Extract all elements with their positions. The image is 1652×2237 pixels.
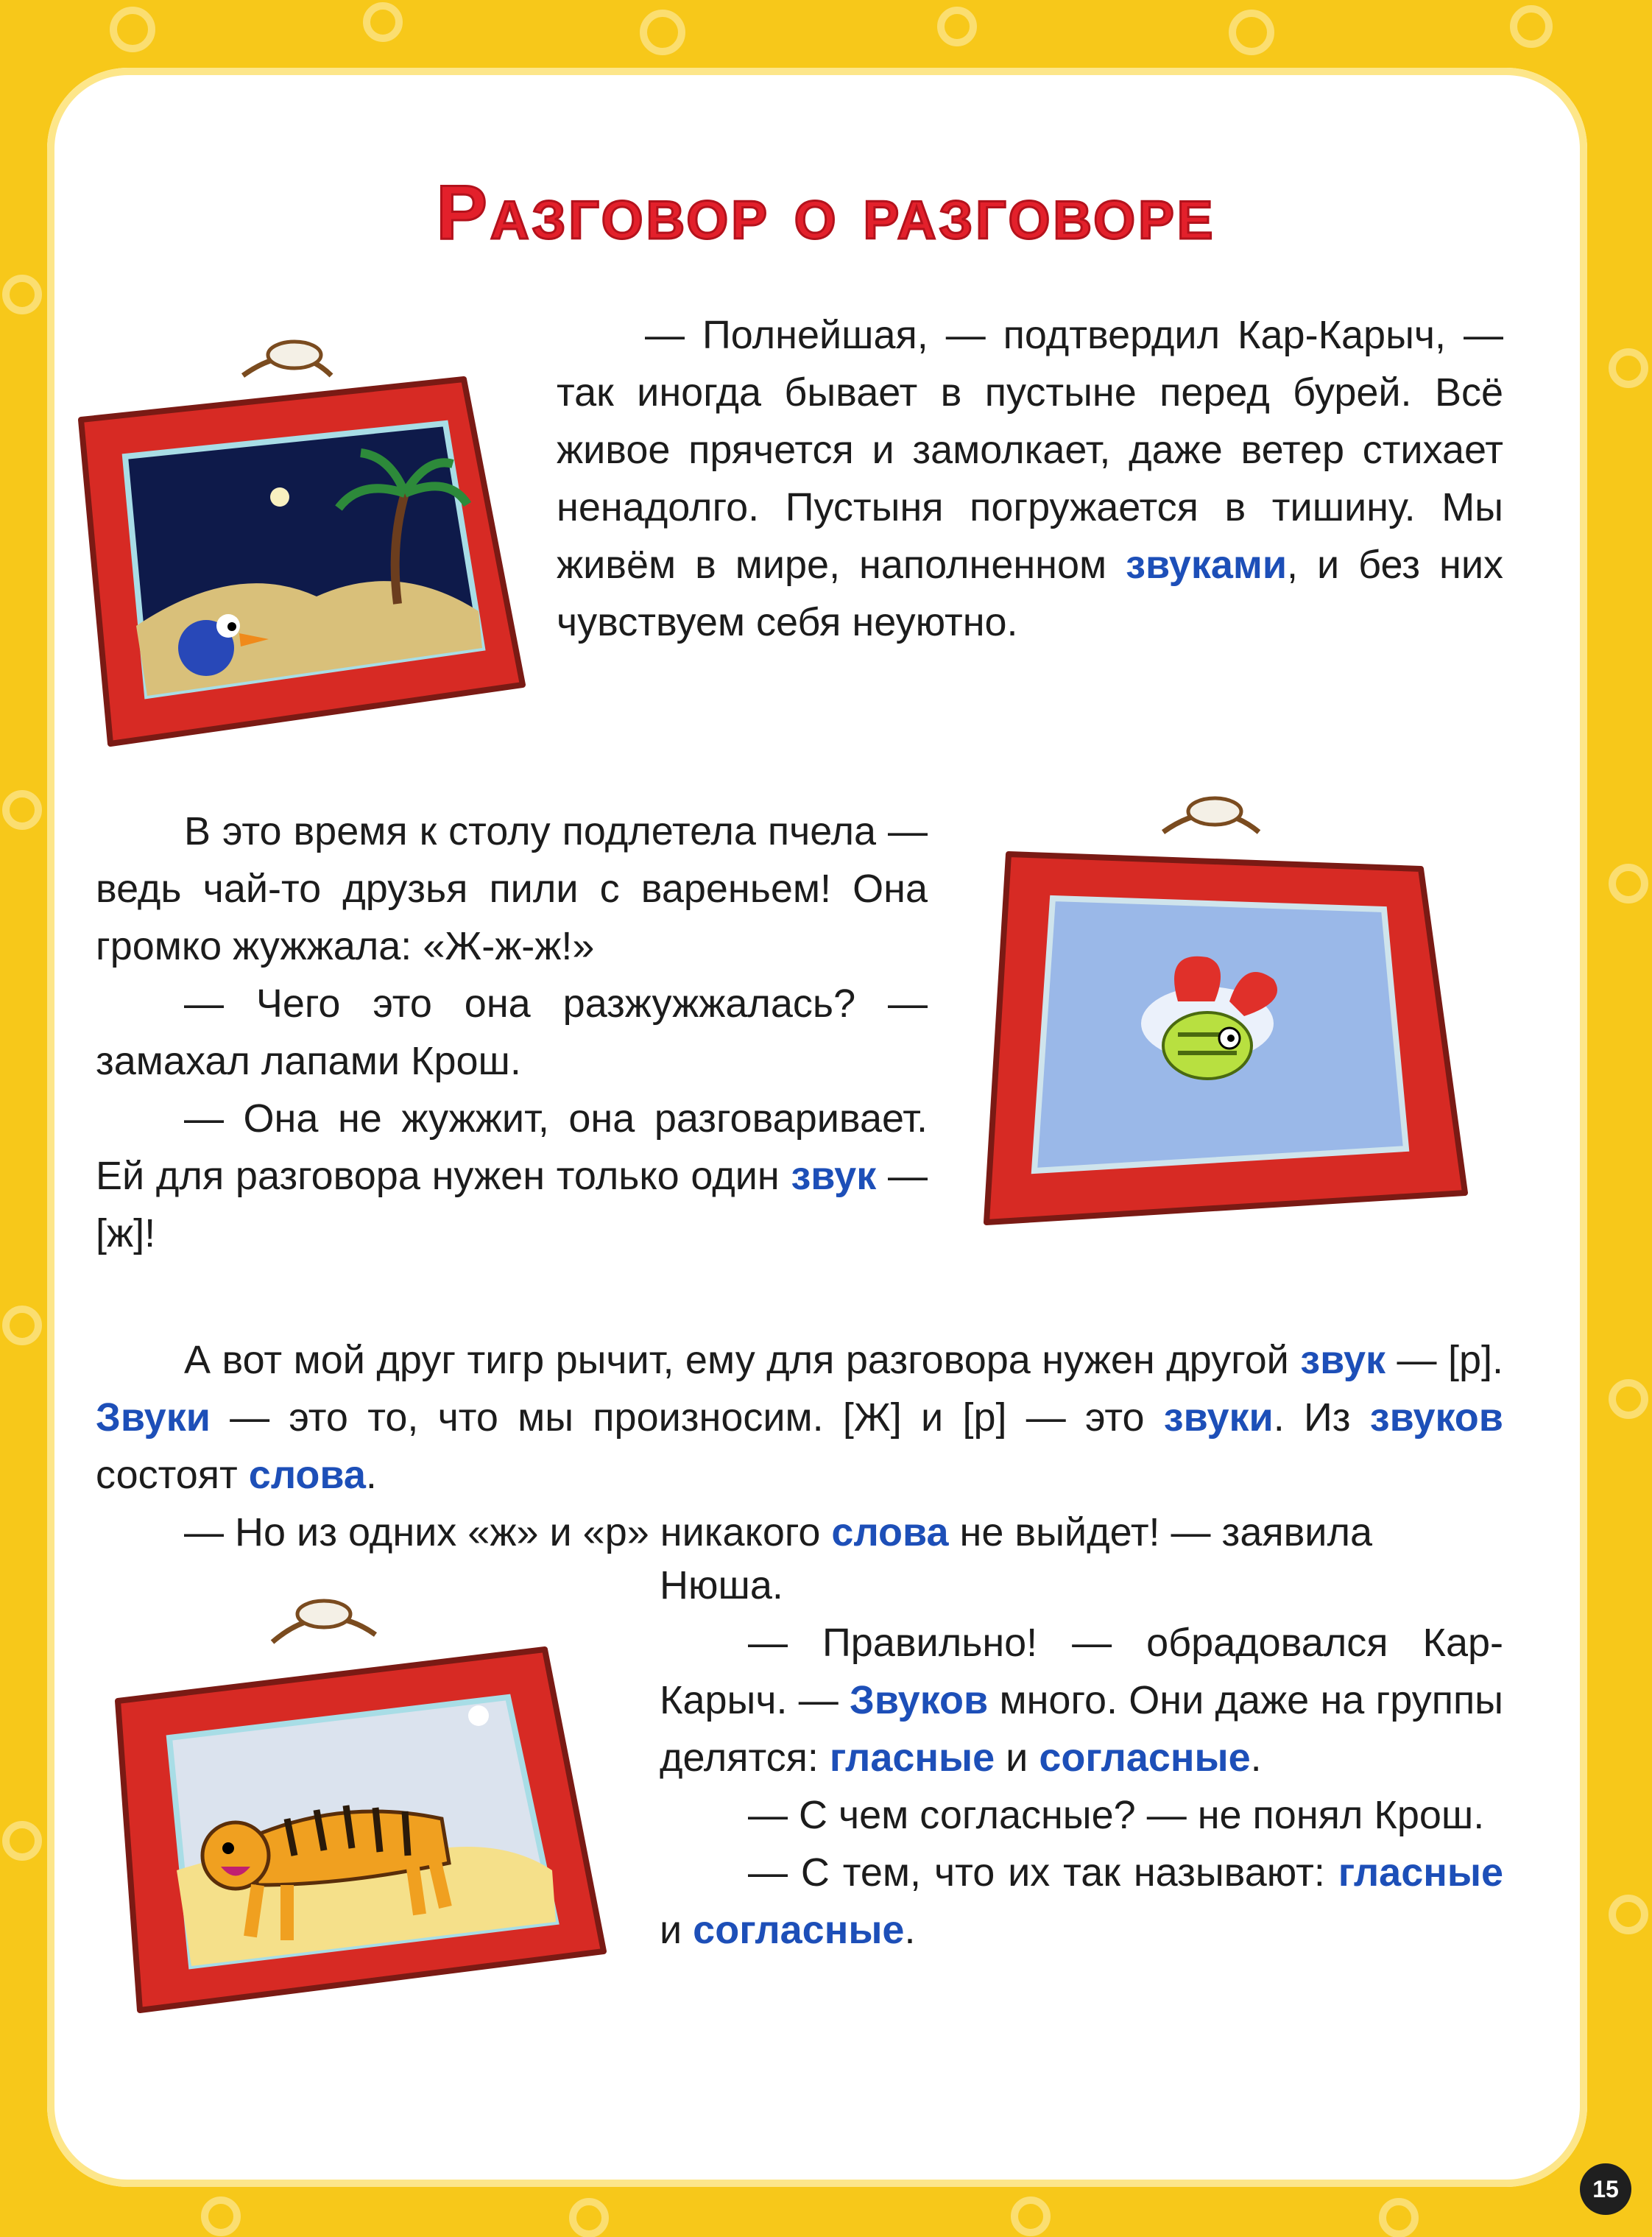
text-run: — С тем, что их так называют: xyxy=(748,1850,1338,1895)
keyword: согласные xyxy=(693,1908,905,1952)
text-block-bee xyxy=(96,803,928,1262)
text-run: А вот мой друг тигр рычит, ему для разговора нужен другой xyxy=(184,1338,1301,1382)
paragraph xyxy=(660,1786,1503,1844)
paragraph xyxy=(96,1504,1503,1561)
keyword: звуки xyxy=(1163,1395,1274,1440)
keyword: звук xyxy=(1300,1338,1386,1382)
text-run: . xyxy=(365,1453,377,1497)
paragraph xyxy=(660,1614,1503,1786)
text-run: и xyxy=(660,1908,693,1952)
text-run: — это то, что мы произносим. [Ж] и [р] — это xyxy=(210,1395,1164,1440)
paragraph xyxy=(660,1557,1503,1614)
text-run: состоят xyxy=(96,1453,249,1497)
keyword: слова xyxy=(831,1510,949,1554)
paragraph xyxy=(96,975,928,1090)
paragraph xyxy=(96,1331,1503,1504)
text-run: . xyxy=(904,1908,916,1952)
text-run: Нюша. xyxy=(660,1563,783,1607)
text-block-sounds xyxy=(660,1557,1503,1959)
keyword: согласные xyxy=(1039,1736,1251,1780)
text-run: В это время к столу подлетела пчела — ведь чай-то друзья пили с вареньем! Она громко жужжала: «Ж-ж-ж!» xyxy=(96,809,928,968)
text-run: много. Они даже на группы делятся: xyxy=(660,1678,1503,1780)
text-run: — С чем согласные? — не понял Крош. xyxy=(748,1793,1485,1837)
page-number: 15 xyxy=(1580,2163,1631,2215)
text-run: , и без них чувствуем себя неуютно. xyxy=(557,543,1503,644)
keyword: Звуков xyxy=(850,1678,989,1722)
keyword: гласные xyxy=(829,1736,995,1780)
text-run: — Она не жужжит, она разговаривает. Ей для разговора нужен только один xyxy=(96,1096,928,1198)
text-run: — [ж]! xyxy=(96,1154,928,1255)
frame-tiger-picture xyxy=(96,1576,618,2032)
text-run: . Из xyxy=(1273,1395,1370,1440)
frame-desert-night-picture xyxy=(52,324,537,758)
page-title: Разговор о разговоре xyxy=(436,170,1216,256)
keyword: Звуки xyxy=(96,1395,211,1440)
text-run: — Чего это она разжужжалась? — замахал лапами Крош. xyxy=(96,982,928,1083)
text-block-intro xyxy=(557,306,1503,651)
text-run: и xyxy=(995,1736,1039,1780)
paragraph xyxy=(96,803,928,975)
keyword: гласные xyxy=(1338,1850,1503,1895)
text-block-tiger xyxy=(96,1331,1503,1561)
keyword: звук xyxy=(791,1154,877,1198)
text-run: — Но из одних «ж» и «р» никакого xyxy=(184,1510,832,1554)
text-run: — Полнейшая, — подтвердил Кар-Карыч, — так иногда бывает в пустыне перед бурей. Всё живое прячется и замолкает, даже ветер стихает ненадолго. Пустыня погружается в тишину. Мы живём в мире, наполненном xyxy=(557,313,1503,587)
keyword: звуков xyxy=(1369,1395,1503,1440)
paragraph xyxy=(557,306,1503,651)
text-run: . xyxy=(1250,1736,1262,1780)
keyword: слова xyxy=(248,1453,366,1497)
text-run: — [р]. xyxy=(1386,1338,1504,1382)
keyword: звуками xyxy=(1126,543,1288,587)
paragraph xyxy=(660,1844,1503,1959)
frame-bee-picture xyxy=(964,781,1480,1237)
paragraph xyxy=(96,1090,928,1262)
text-run: — Правильно! — обрадовался Кар-Карыч. — xyxy=(660,1621,1503,1722)
text-run: не выйдет! — заявила xyxy=(948,1510,1372,1554)
